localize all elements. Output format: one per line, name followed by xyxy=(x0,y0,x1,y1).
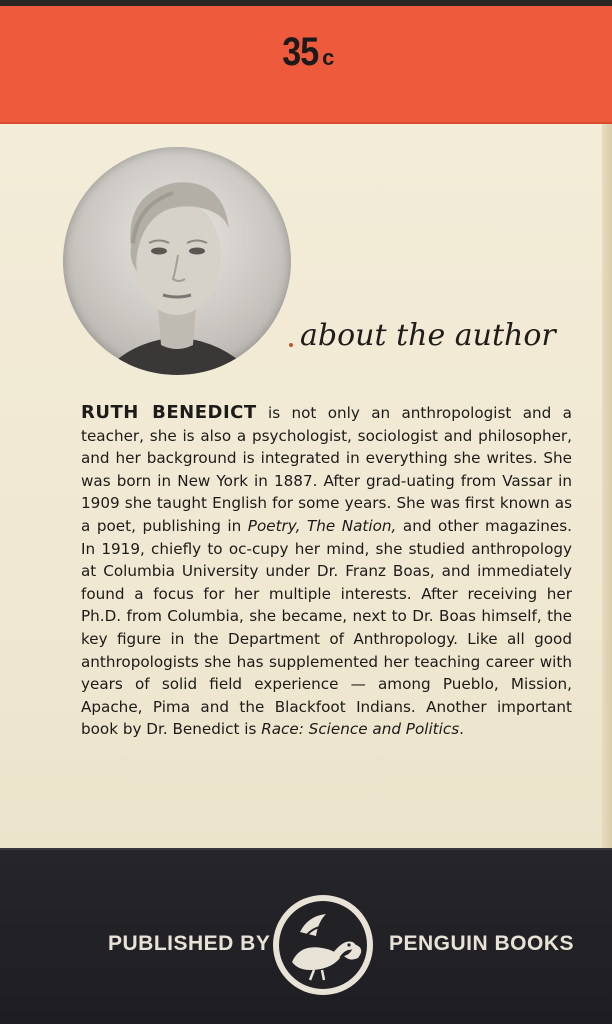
price-label xyxy=(0,28,612,82)
bio-text-2: and other magazines. In 1919, chiefly to oc-cupy her mind, she studied anthropology at Columbia University under Dr. Franz Boas, and immediately found a focus for her multiple interests. After receiving her Ph.D. from Columbia, she became, next to Dr. Boas himself, the key figure in the Department of Anthropology. Like all good anthropologists she has supplemented her teaching career with years of solid field experience — among Pueblo, Mission, Apache, Pima and the Blackfoot Indians. Another important book by Dr. Benedict is xyxy=(81,516,572,739)
price-unit: c xyxy=(322,45,334,70)
author-name: RUTH BENEDICT xyxy=(81,402,257,423)
heading-dot xyxy=(289,343,293,347)
pelican-logo-icon xyxy=(270,892,376,998)
author-bio xyxy=(81,402,572,741)
author-portrait xyxy=(63,147,291,375)
price-amount: 35 xyxy=(281,30,318,74)
author-portrait-icon xyxy=(63,147,291,375)
top-edge xyxy=(0,0,612,6)
bio-italic-publications: Poetry, The Nation, xyxy=(247,516,397,535)
bio-text-1: is not only an anthropologist and a teacher, she is also a psychologist, sociologist and philosopher, and her background is integrated in everything she writes. She was born in New York in 1887. After grad-uating from Vassar in 1909 she taught English for some years. She was first known as a poet, publishing in xyxy=(81,404,572,535)
publisher-name: PENGUIN BOOKS xyxy=(389,932,575,955)
bio-text-3: . xyxy=(459,720,464,739)
published-by-label: PUBLISHED BY xyxy=(108,932,271,955)
about-the-author-heading: about the author xyxy=(300,318,556,353)
worn-right-edge xyxy=(602,124,612,848)
bio-italic-book-title: Race: Science and Politics xyxy=(261,720,460,739)
